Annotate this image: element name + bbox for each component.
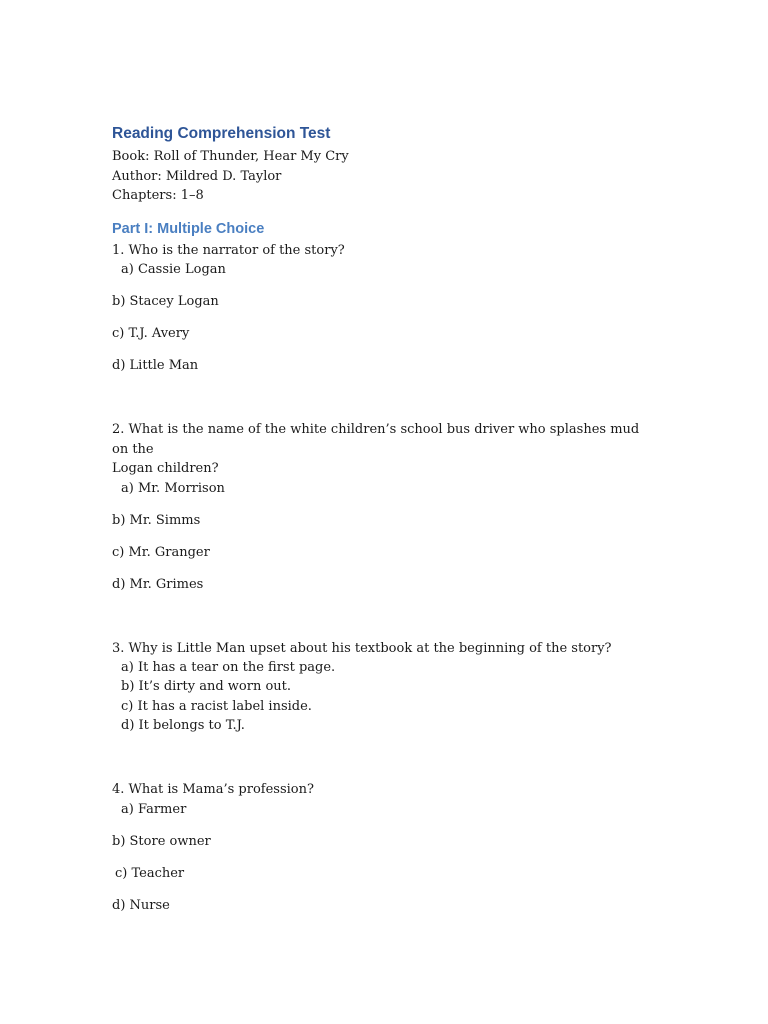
option-a: a) It has a tear on the first page. [121, 660, 336, 675]
option-c: c) Mr. Granger [112, 544, 210, 560]
option-a: a) Mr. Morrison [121, 480, 225, 496]
question-1 [112, 241, 652, 376]
question-3 [112, 639, 652, 736]
option-a: a) Farmer [121, 801, 187, 817]
option-a: a) Cassie Logan [121, 262, 226, 277]
page-title: Reading Comprehension Test [112, 125, 331, 142]
option-d: d) Nurse [112, 897, 170, 913]
option-b: b) It’s dirty and worn out. [121, 679, 292, 695]
option-d: d) Little Man [112, 358, 199, 373]
option-d: d) Mr. Grimes [112, 576, 204, 592]
book-line: Book: Roll of Thunder, Hear My Cry [112, 149, 349, 164]
question-text: 4. What is Mama’s profession? [112, 782, 314, 798]
author-line: Author: Mildred D. Taylor [112, 168, 282, 184]
part-heading: Part I: Multiple Choice [112, 220, 265, 237]
option-c: c) T.J. Avery [112, 326, 190, 341]
question-text-line1: 2. What is the name of the white children’s school bus driver who splashes mud on the [112, 422, 640, 457]
document-page [112, 124, 652, 928]
chapters-line: Chapters: 1–8 [112, 188, 204, 203]
question-2 [112, 420, 652, 594]
question-text: 1. Who is the narrator of the story? [112, 242, 345, 258]
option-d: d) It belongs to T.J. [121, 717, 245, 733]
question-text: 3. Why is Little Man upset about his textbook at the beginning of the story? [112, 640, 612, 656]
question-4 [112, 780, 652, 915]
option-c: c) Teacher [115, 865, 185, 881]
option-b: b) Store owner [112, 833, 211, 849]
option-c: c) It has a racist label inside. [121, 698, 312, 714]
question-text-line2: Logan children? [112, 461, 219, 476]
option-b: b) Mr. Simms [112, 512, 201, 528]
option-b: b) Stacey Logan [112, 294, 219, 309]
